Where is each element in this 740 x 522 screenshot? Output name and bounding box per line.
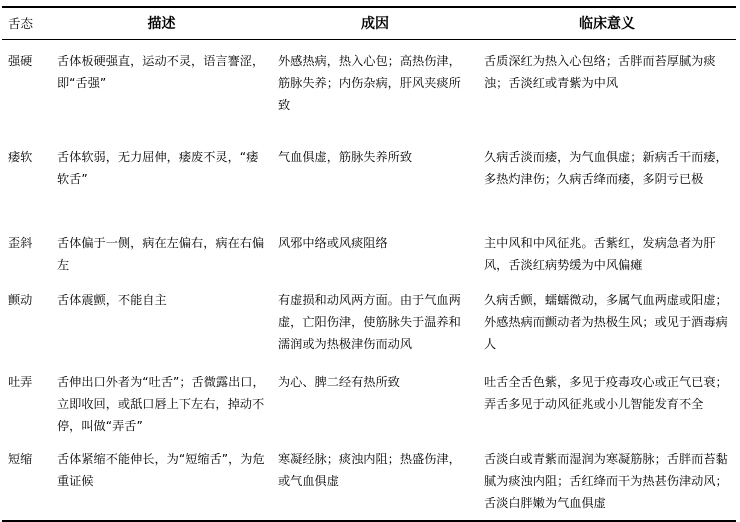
cell-tongue-state: 短缩: [2, 438, 51, 521]
cell-clinical-significance: 舌质深红为热入心包络；舌胖而苔厚腻为痰浊；舌淡红或青紫为中风: [484, 54, 716, 90]
table-row: [2, 279, 736, 361]
cell-clinical-significance: 舌淡白或青紫而湿润为寒凝筋脉；舌胖而苔黏腻为痰浊内阻；舌红绛而干为热甚伤津动风；舌淡白胖嫩为气血俱虚: [478, 438, 736, 521]
table-row: [2, 40, 736, 136]
cell-cause: 外感热病，热入心包；高热伤津，筋脉失养；内伤杂病，肝风夹痰所致: [278, 54, 461, 112]
header-row: [2, 7, 736, 40]
table-row: [2, 136, 736, 222]
cell-clinical-significance: 吐舌全舌色紫，多见于疫毒攻心或正气已衰；弄舌多见于动风征兆或小儿智能发育不全: [484, 374, 728, 411]
cell-description: 舌体紧缩不能伸长，为“短缩舌”，为危重证候: [51, 438, 272, 521]
cell-tongue-state: 痿软: [8, 149, 33, 164]
cell-cause: 寒凝经脉；痰浊内阻；热盛伤津，或气血俱虚: [272, 438, 478, 521]
table-row: [2, 222, 736, 279]
cell-tongue-state: 强硬: [8, 54, 33, 68]
cell-cause: 气血俱虚，筋脉失养所致: [278, 149, 413, 164]
cell-tongue-state: 颤动: [8, 292, 33, 307]
header-tongue-state: 舌态: [2, 7, 51, 40]
cell-cause: 有虚损和动风两方面。由于气血两虚，亡阳伤津，使筋脉失于温养和濡润或为热极津伤而动风: [278, 292, 461, 351]
tongue-state-table: [2, 6, 736, 522]
cell-description: 舌体软弱，无力屈伸，痿废不灵，“痿软舌”: [57, 149, 259, 186]
cell-cause: 风邪中络或风痰阻络: [278, 235, 388, 250]
cell-clinical-significance: 久病舌颤，蠕蠕微动，多属气血两虚或阳虚；外感热病而颤动者为热极生风；或见于酒毒病人: [484, 292, 728, 351]
cell-tongue-state: 吐弄: [8, 374, 33, 389]
cell-description: 舌体震颤，不能自主: [57, 292, 167, 307]
cell-description: 舌伸出口外者为“吐舌”；舌微露出口，立即收回，或舐口唇上下左右，掉动不停，叫做“弄舌”: [57, 374, 265, 433]
cell-cause: 为心、脾二经有热所致: [278, 374, 400, 389]
table-row: [2, 361, 736, 438]
header-clinical-significance: 临床意义: [478, 7, 736, 40]
table-row: [2, 438, 736, 521]
cell-description: 舌体偏于一侧，病在左偏右，病在右偏左: [57, 235, 265, 272]
cell-clinical-significance: 久病舌淡而痿，为气血俱虚；新病舌干而痿，多热灼津伤；久病舌绛而痿，多阴亏已极: [484, 149, 728, 186]
header-cause: 成因: [272, 7, 478, 40]
cell-tongue-state: 歪斜: [8, 235, 33, 250]
cell-description: 舌体板硬强直，运动不灵，语言謇涩，即“舌强”: [57, 54, 265, 90]
header-description: 描述: [51, 7, 272, 40]
cell-clinical-significance: 主中风和中风征兆。舌紫红，发病急者为肝风，舌淡红病势缓为中风偏瘫: [484, 235, 716, 272]
